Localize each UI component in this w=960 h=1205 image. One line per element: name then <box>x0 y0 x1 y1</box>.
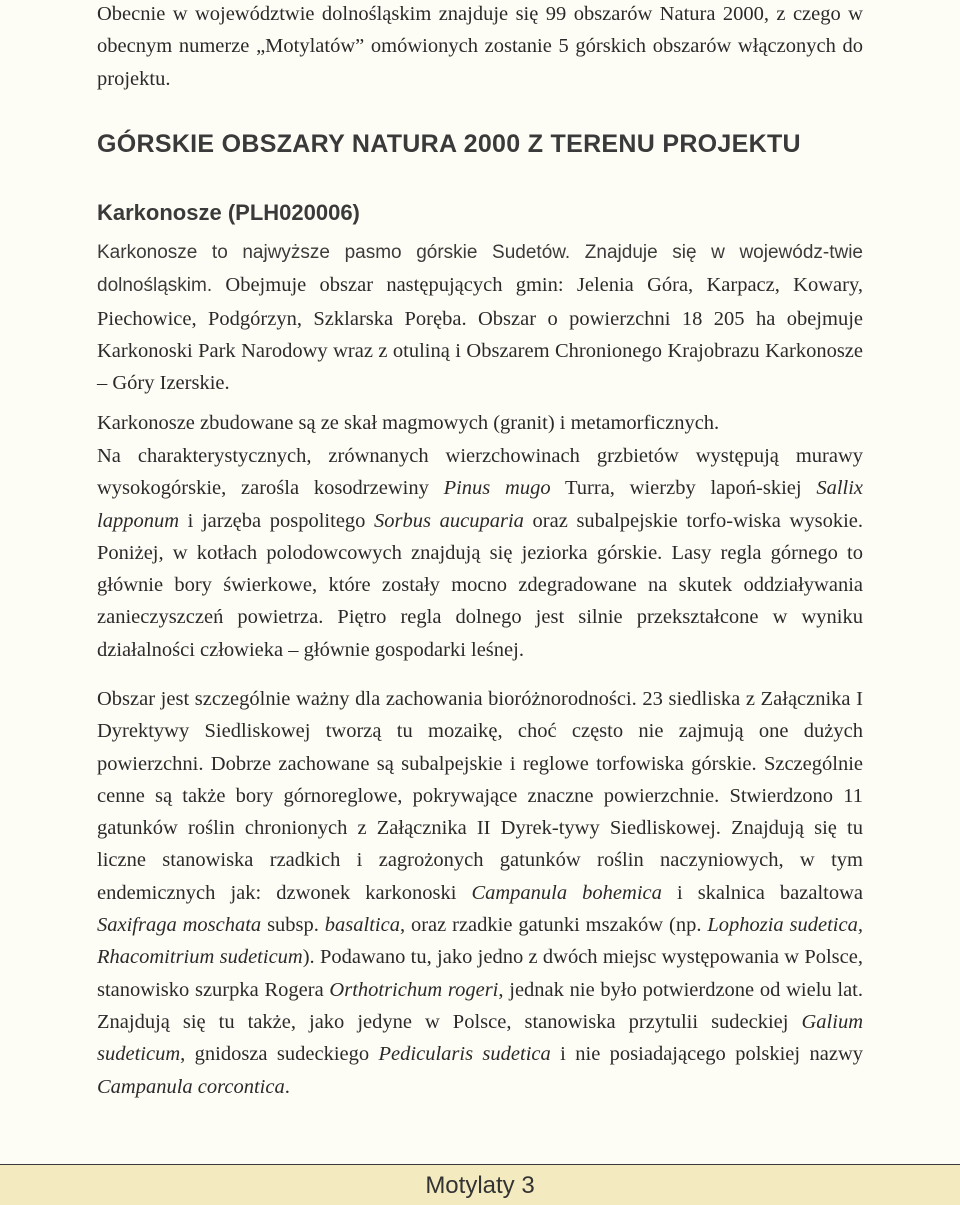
latin-name: Campanula bohemica <box>471 881 662 904</box>
text-run: i jarzęba pospolitego <box>179 509 375 532</box>
text-run: Turra, wierzby lapoń-skiej <box>550 477 817 500</box>
paragraph-vegetation <box>97 440 863 666</box>
text-run: subsp. <box>261 914 325 937</box>
text-run: , oraz rzadkie gatunki mszaków (np. <box>399 914 708 937</box>
text-run: i nie posiadającego polskiej nazwy <box>550 1043 863 1066</box>
paragraph-biodiversity <box>97 683 863 1103</box>
paragraph-geology: Karkonosze zbudowane są ze skał magmowych (granit) i metamorficznych. <box>97 412 720 434</box>
text-run: Obszar jest szczególnie ważny dla zachowania bioróżnorodności. 23 siedliska z Załącznika I Dyrektywy Siedliskowej tworzą tu mozaikę, choć często nie zajmują one dużych powierzchni. Dobrze zachowane są subalpejskie i reglowe torfowiska górskie. Szczególnie cenne są także bory górnoreglowe, pokrywające znaczne powierzchnie. Stwierdzono 11 gatunków roślin chronionych z Załącznika II Dyrek-tywy Siedliskowej. Znajdują się tu liczne stanowiska rzadkich i zagrożonych gatunków roślin naczyniowych, w tym endemicznych jak: dzwonek karkonoski <box>97 688 863 904</box>
text-run: , gnidosza sudeckiego <box>180 1043 379 1066</box>
latin-name: Sorbus aucuparia <box>374 509 524 532</box>
latin-name: Galium sudeticum <box>97 1010 863 1066</box>
latin-name: Orthotrichum rogeri <box>329 978 499 1001</box>
paragraph-location <box>97 236 863 399</box>
latin-name: Pedicularis sudetica <box>378 1043 551 1066</box>
footer-publication-label: Motylaty 3 <box>425 1172 535 1199</box>
text-run: ). Podawano tu, jako jedno z dwóch miejsc występowania w Polsce, stanowisko szurpka Rogera <box>97 946 863 1001</box>
text-run: Na charakterystycznych, zrównanych wierzchowinach grzbietów występują murawy wysokogórskie, zarośla kosodrzewiny <box>97 445 863 500</box>
subsection-heading: Karkonosze (PLH020006) <box>97 200 360 225</box>
latin-name: Sallix lapponum <box>97 477 864 532</box>
latin-name: basaltica <box>324 914 400 937</box>
latin-name: Pinus mugo <box>443 477 551 500</box>
text-run: oraz subalpejskie torfo-wiska wysokie. Poniżej, w kotłach polodowcowych znajdują się jeziorka górskie. Lasy regla górnego to głównie bory świerkowe, które zostały mocno zdegradowane na skutek oddziaływania zanieczyszczeń powietrza. Piętro regla dolnego jest silnie przekształcone w wyniku działalności człowieka – głównie gospodarki leśnej. <box>97 509 863 661</box>
paragraph-location-rest: Obejmuje obszar następujących gmin: Jelenia Góra, Karpacz, Kowary, Piechowice, Podgórzyn, Szklarska Poręba. Obszar o powierzchni 18 205 ha obejmuje Karkonoski Park Narodowy wraz z otuliną i Obszarem Chronionego Krajobrazu Karkonosze – Góry Izerskie. <box>97 274 863 395</box>
intro-paragraph: Obecnie w województwie dolnośląskim znajduje się 99 obszarów Natura 2000, z czego w obecnym numerze „Motylatów” omówionych zostanie 5 górskich obszarów włączonych do projektu. <box>97 3 863 90</box>
latin-name: Lophozia sudetica, Rhacomitrium sudeticum <box>97 914 863 969</box>
latin-name: Saxifraga moschata <box>97 914 262 937</box>
section-heading: GÓRSKIE OBSZARY NATURA 2000 Z TERENU PROJEKTU <box>97 130 801 158</box>
text-run: , jednak nie było potwierdzone od wielu lat. Znajdują się tu także, jako jedyne w Polsce, stanowiska przytulii sudeckiej <box>97 978 863 1033</box>
paragraph-location-lead: Karkonosze to najwyższe pasmo górskie Sudetów. Znajduje się w wojewódz-twie dolnośląskim. <box>97 242 863 297</box>
text-run: . <box>284 1075 290 1098</box>
latin-name: Campanula corcontica <box>97 1075 285 1098</box>
text-run: i skalnica bazaltowa <box>661 881 864 904</box>
